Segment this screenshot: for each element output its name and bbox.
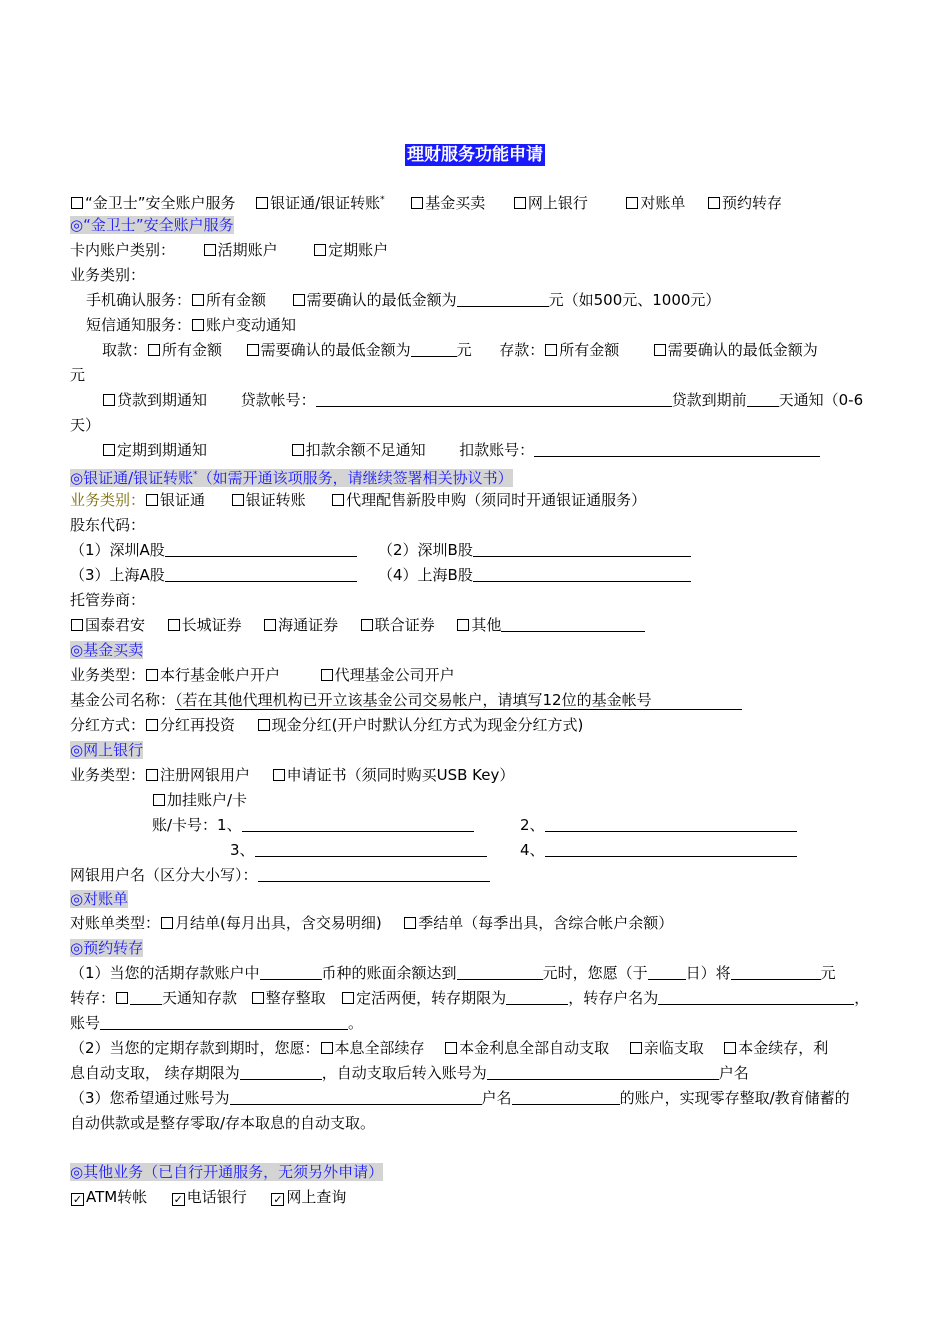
checkbox-div-reinvest[interactable] bbox=[146, 719, 158, 731]
account-name-field[interactable] bbox=[658, 989, 854, 1005]
biz-category-label: 业务类别： bbox=[70, 266, 146, 284]
checkbox-notice-deposit[interactable] bbox=[116, 992, 128, 1004]
checkbox-loan-notify[interactable] bbox=[103, 394, 115, 406]
checked-online-query-icon: ✓ bbox=[273, 1193, 283, 1206]
term-field[interactable] bbox=[506, 989, 568, 1005]
broker-label: 托管券商： bbox=[70, 591, 146, 609]
checkbox-fixed-account[interactable] bbox=[314, 244, 326, 256]
checkbox-sms-change[interactable] bbox=[192, 319, 204, 331]
phone-min-amount-field[interactable] bbox=[457, 291, 549, 307]
yzt-biz-row: 业务类别： 银证通 银证转账 代理配售新股申购（须同时开通银证通服务） bbox=[70, 491, 647, 509]
other-services-row: ✓ ATM转帐 ✓ 电话银行 ✓ 网上查询 bbox=[72, 1188, 347, 1206]
phone-confirm-row: 手机确认服务： 所有金额 需要确认的最低金额为 元（如500元、1000元） bbox=[86, 291, 721, 309]
section-header-statement: ◎对账单 bbox=[70, 890, 129, 908]
checkbox-withdraw-all[interactable] bbox=[148, 344, 160, 356]
checkbox-statement[interactable] bbox=[626, 197, 638, 209]
loan-account-field[interactable] bbox=[316, 391, 672, 407]
section-header-jws: ◎“金卫士”安全账户服务 bbox=[70, 216, 234, 234]
checkbox-phone-min[interactable] bbox=[293, 294, 305, 306]
renew-term-field[interactable] bbox=[240, 1064, 322, 1080]
acct-row-4: 4、 bbox=[520, 840, 797, 860]
day-field[interactable] bbox=[648, 964, 686, 980]
transfer-p3-line1: （3）您希望通过账号为 户名 的账户，实现零存整取/教育储蓄的 bbox=[70, 1089, 850, 1107]
checkbox-broker-gtja[interactable] bbox=[71, 619, 83, 631]
checkbox-broker-cc[interactable] bbox=[168, 619, 180, 631]
account-field-1[interactable] bbox=[242, 816, 474, 832]
sh-b-row: （4）上海B股 bbox=[378, 565, 691, 585]
sz-a-row: （1）深圳A股 bbox=[70, 540, 357, 560]
loan-days-cont: 天） bbox=[70, 416, 101, 434]
section-header-fund: ◎基金买卖 bbox=[70, 641, 144, 659]
checkbox-deduct-notify[interactable] bbox=[292, 444, 304, 456]
acct-row-2: 2、 bbox=[520, 815, 797, 835]
card-account-type-row: 卡内账户类别： 活期账户 定期账户 bbox=[70, 241, 389, 259]
withdraw-min-field[interactable] bbox=[411, 341, 457, 357]
checkbox-broker-ht[interactable] bbox=[264, 619, 276, 631]
section-header-transfer: ◎预约转存 bbox=[70, 939, 144, 957]
checkbox-quarterly[interactable] bbox=[404, 917, 416, 929]
checkbox-broker-other[interactable] bbox=[457, 619, 469, 631]
checkbox-ebank-cert[interactable] bbox=[273, 769, 285, 781]
section-header-yzt: ◎银证通/银证转账*（如需开通该项服务，请继续签署相关协议书） bbox=[70, 469, 513, 487]
checkbox-add-account[interactable] bbox=[153, 794, 165, 806]
dividend-row: 分红方式： 分红再投资 现金分红(开户时默认分红方式为现金分红方式) bbox=[70, 716, 584, 734]
withdraw-deposit-row: 取款： 所有金额 需要确认的最低金额为 元 存款： 所有金额 需要确认的最低金额为 bbox=[102, 341, 818, 359]
username-field[interactable] bbox=[258, 866, 490, 882]
sz-a-field[interactable] bbox=[165, 541, 357, 557]
shareholder-code-label: 股东代码： bbox=[70, 516, 146, 534]
broker-other-field[interactable] bbox=[501, 616, 645, 632]
checked-phone-bank-icon: ✓ bbox=[173, 1193, 183, 1206]
checkbox-deposit-all[interactable] bbox=[545, 344, 557, 356]
currency-field[interactable] bbox=[260, 964, 322, 980]
sms-notify-row: 短信通知服务： 账户变动通知 bbox=[86, 316, 297, 334]
checkbox-jws[interactable] bbox=[71, 197, 83, 209]
transfer-p2-line1: （2）当您的定期存款到期时，您愿： 本息全部续存 本金利息全部自动支取 亲临支取 本金续存，利 bbox=[70, 1039, 829, 1057]
auto-transfer-account-field[interactable] bbox=[487, 1064, 719, 1080]
checkbox-withdraw-min[interactable] bbox=[247, 344, 259, 356]
acct-row-3: 3、 bbox=[230, 840, 487, 860]
checkbox-transfer[interactable] bbox=[708, 197, 720, 209]
checkbox-in-person[interactable] bbox=[630, 1042, 642, 1054]
checked-atm-icon: ✓ bbox=[72, 1193, 83, 1206]
broker-row: 国泰君安 长城证券 海通证券 联合证券 其他 bbox=[70, 615, 645, 635]
deduct-account-field[interactable] bbox=[534, 441, 820, 457]
account-field-4[interactable] bbox=[545, 841, 797, 857]
checkbox-fixed-notify[interactable] bbox=[103, 444, 115, 456]
checkbox-flexible[interactable] bbox=[342, 992, 354, 1004]
checkbox-yzt-link[interactable] bbox=[146, 494, 158, 506]
fund-type-row: 业务类型： 本行基金帐户开户 代理基金公司开户 bbox=[70, 666, 455, 684]
transfer-amount-field[interactable] bbox=[731, 964, 821, 980]
sz-b-row: （2）深圳B股 bbox=[378, 540, 691, 560]
section-header-ebank: ◎网上银行 bbox=[70, 741, 144, 759]
loan-notify-row: 贷款到期通知 贷款帐号： 贷款到期前 天通知（0-6 bbox=[102, 390, 863, 410]
checkbox-ebank[interactable] bbox=[514, 197, 526, 209]
checkbox-lump-sum[interactable] bbox=[252, 992, 264, 1004]
service-checklist: “金卫士”安全账户服务 银证通/银证转账* 基金买卖 网上银行 对账单 预约转存 bbox=[70, 190, 782, 210]
username-row: 网银用户名（区分大小写）： bbox=[70, 865, 490, 885]
section-header-other: ◎其他业务（已自行开通服务，无须另外申请） bbox=[70, 1163, 384, 1181]
checkbox-phone-all[interactable] bbox=[192, 294, 204, 306]
checkbox-auto-withdraw[interactable] bbox=[445, 1042, 457, 1054]
transfer-p1-line3: 账号 。 bbox=[70, 1014, 364, 1032]
balance-threshold-field[interactable] bbox=[457, 964, 543, 980]
ebank-type-row: 业务类型： 注册网银用户 申请证书（须同时购买USB Key） bbox=[70, 766, 515, 784]
checkbox-broker-lh[interactable] bbox=[361, 619, 373, 631]
transfer-p1-line1: （1）当您的活期存款账户中 币种的账面余额达到 元时，您愿（于 日）将 元 bbox=[70, 964, 836, 982]
p3-account-field[interactable] bbox=[230, 1089, 482, 1105]
notice-days-field[interactable] bbox=[130, 989, 162, 1005]
sh-a-row: （3）上海A股 bbox=[70, 565, 357, 585]
checkbox-yzt-transfer[interactable] bbox=[232, 494, 244, 506]
checkbox-ebank-register[interactable] bbox=[146, 769, 158, 781]
acct-row-1: 账/卡号：1、 bbox=[152, 815, 474, 835]
transfer-p2-line2: 息自动支取， 续存期限为 ，自动支取后转入账号为 户名 bbox=[70, 1064, 749, 1082]
account-field-2[interactable] bbox=[545, 816, 797, 832]
checkbox-principal-renew[interactable] bbox=[724, 1042, 736, 1054]
checkbox-div-cash[interactable] bbox=[258, 719, 270, 731]
transfer-account-field[interactable] bbox=[100, 1014, 348, 1030]
checkbox-deposit-min[interactable] bbox=[654, 344, 666, 356]
account-field-3[interactable] bbox=[255, 841, 487, 857]
sz-b-field[interactable] bbox=[473, 541, 691, 557]
fixed-deduct-row: 定期到期通知 扣款余额不足通知 扣款账号： bbox=[102, 440, 820, 460]
checkbox-fund-bank[interactable] bbox=[146, 669, 158, 681]
checkbox-ipo-subscription[interactable] bbox=[332, 494, 344, 506]
checkbox-monthly[interactable] bbox=[161, 917, 173, 929]
statement-type-row: 对账单类型： 月结单(每月出具，含交易明细) 季结单（每季出具，含综合帐户余额） bbox=[70, 914, 674, 932]
fund-company-row: 基金公司名称：（若在其他代理机构已开立该基金公司交易帐户，请填写12位的基金帐号 bbox=[70, 690, 742, 710]
sh-b-field[interactable] bbox=[473, 566, 691, 582]
deposit-unit: 元 bbox=[70, 366, 86, 384]
transfer-p3-line2: 自动供款或是整存零取/存本取息的自动支取。 bbox=[70, 1114, 376, 1132]
loan-days-field[interactable] bbox=[747, 391, 779, 407]
checkbox-current-account[interactable] bbox=[204, 244, 216, 256]
checkbox-renew-all[interactable] bbox=[321, 1042, 333, 1054]
checkbox-fund-agent[interactable] bbox=[321, 669, 333, 681]
fund-account-field[interactable]: （若在其他代理机构已开立该基金公司交易帐户，请填写12位的基金帐号 bbox=[175, 691, 742, 710]
checkbox-fund[interactable] bbox=[411, 197, 423, 209]
checkbox-yzt[interactable] bbox=[256, 197, 268, 209]
transfer-p1-line2: 转存： 天通知存款 整存整取 定活两便，转存期限为 ，转存户名为 ， bbox=[70, 989, 870, 1007]
p3-name-field[interactable] bbox=[512, 1089, 620, 1105]
sh-a-field[interactable] bbox=[165, 566, 357, 582]
page-title: 理财服务功能申请 bbox=[407, 145, 543, 165]
add-account-row: 加挂账户/卡 bbox=[152, 790, 247, 810]
